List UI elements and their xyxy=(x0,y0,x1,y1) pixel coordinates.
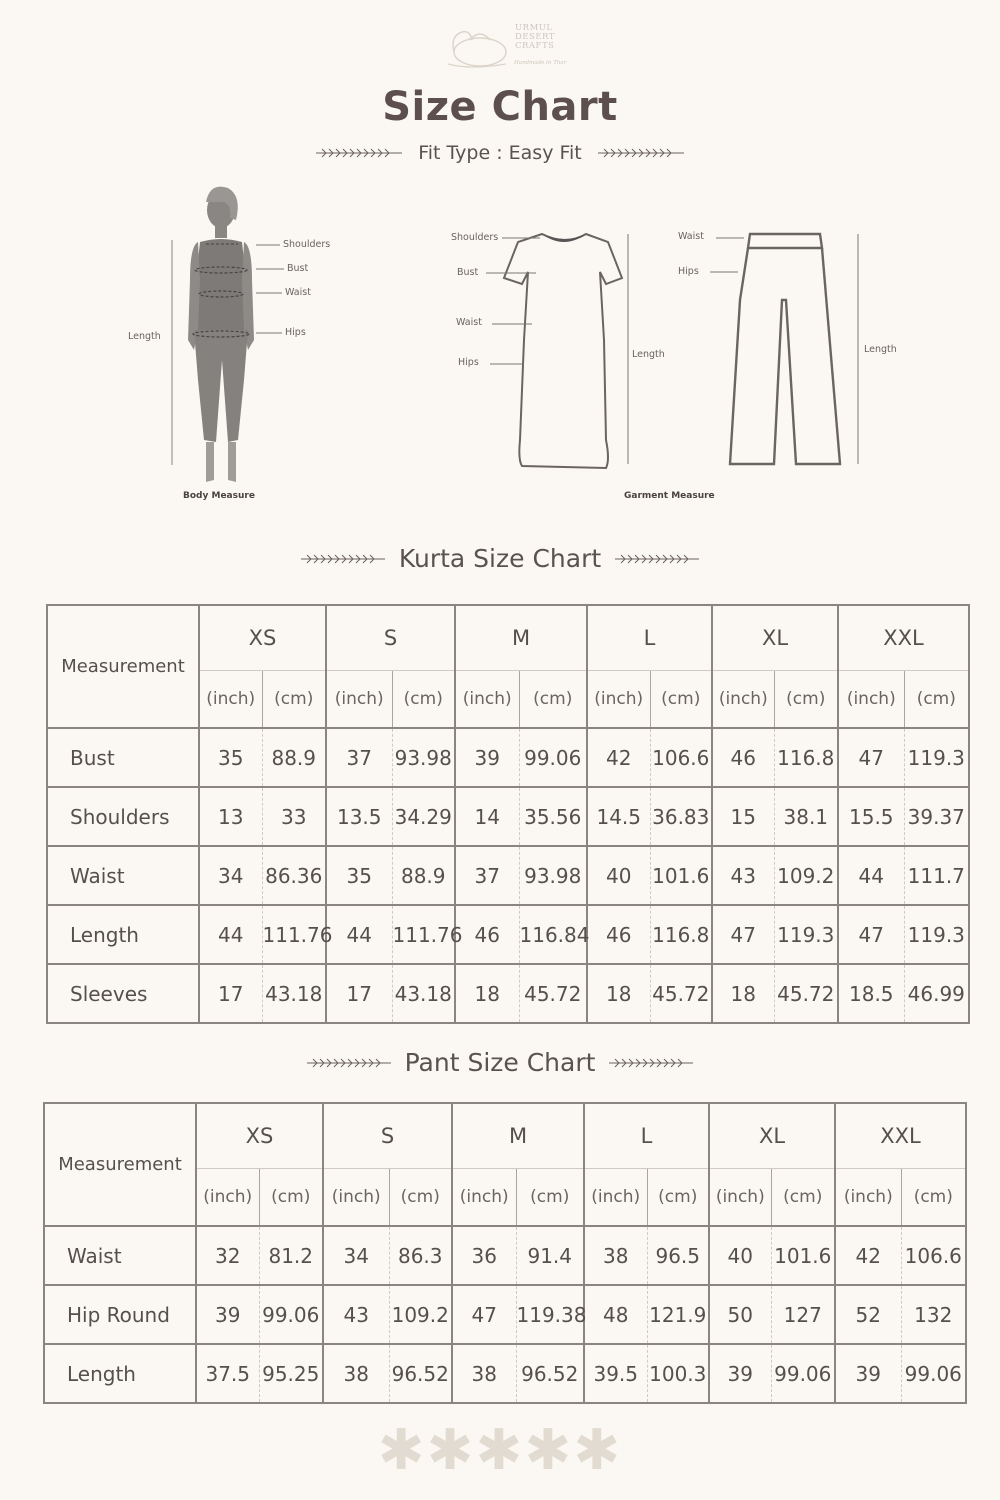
value-cm-cell: 86.3 xyxy=(389,1226,452,1285)
table-row xyxy=(44,1285,966,1344)
left-arrow-ornament-icon xyxy=(314,146,404,160)
value-inch-cell: 48 xyxy=(584,1285,647,1344)
kurta-length-label: Length xyxy=(632,349,665,360)
right-arrow-ornament-icon xyxy=(596,146,686,160)
value-inch-cell: 46 xyxy=(712,728,774,787)
value-inch-cell: 17 xyxy=(199,964,262,1023)
unit-inch-header: (inch) xyxy=(712,671,774,729)
kurta-bust-label: Bust xyxy=(457,267,479,278)
value-cm-cell: 100.3 xyxy=(647,1344,709,1403)
value-cm-cell: 99.06 xyxy=(771,1344,835,1403)
value-inch-cell: 38 xyxy=(323,1344,389,1403)
value-inch-cell: 36 xyxy=(452,1226,516,1285)
value-inch-cell: 32 xyxy=(196,1226,259,1285)
body-measure-caption: Body Measure xyxy=(183,491,255,501)
value-cm-cell: 119.3 xyxy=(904,905,969,964)
unit-cm-header: (cm) xyxy=(392,671,455,729)
measurement-header: Measurement xyxy=(47,605,199,728)
value-inch-cell: 18 xyxy=(587,964,650,1023)
value-inch-cell: 39 xyxy=(709,1344,771,1403)
unit-cm-header: (cm) xyxy=(516,1169,584,1227)
value-cm-cell: 93.98 xyxy=(392,728,455,787)
size-header: M xyxy=(452,1103,584,1169)
value-cm-cell: 86.36 xyxy=(262,846,326,905)
value-inch-cell: 18.5 xyxy=(838,964,904,1023)
body-length-label: Length xyxy=(128,331,161,342)
table-row xyxy=(47,846,969,905)
value-cm-cell: 96.52 xyxy=(389,1344,452,1403)
value-cm-cell: 93.98 xyxy=(519,846,587,905)
value-inch-cell: 50 xyxy=(709,1285,771,1344)
value-cm-cell: 119.3 xyxy=(904,728,969,787)
value-inch-cell: 39 xyxy=(196,1285,259,1344)
value-cm-cell: 33 xyxy=(262,787,326,846)
body-waist-label: Waist xyxy=(285,287,311,298)
value-inch-cell: 37 xyxy=(326,728,392,787)
value-cm-cell: 121.9 xyxy=(647,1285,709,1344)
value-inch-cell: 37.5 xyxy=(196,1344,259,1403)
value-cm-cell: 99.06 xyxy=(259,1285,323,1344)
row-label: Length xyxy=(47,905,199,964)
value-inch-cell: 47 xyxy=(838,905,904,964)
value-cm-cell: 116.8 xyxy=(774,728,838,787)
value-cm-cell: 99.06 xyxy=(901,1344,966,1403)
size-header: S xyxy=(323,1103,452,1169)
measurement-header: Measurement xyxy=(44,1103,196,1226)
value-cm-cell: 45.72 xyxy=(774,964,838,1023)
value-inch-cell: 34 xyxy=(323,1226,389,1285)
unit-inch-header: (inch) xyxy=(326,671,392,729)
value-inch-cell: 47 xyxy=(452,1285,516,1344)
size-header: L xyxy=(587,605,712,671)
unit-inch-header: (inch) xyxy=(835,1169,901,1227)
left-arrow-ornament-icon xyxy=(299,552,387,566)
garment-measure-caption: Garment Measure xyxy=(624,491,715,501)
row-label: Bust xyxy=(47,728,199,787)
value-inch-cell: 35 xyxy=(199,728,262,787)
value-cm-cell: 96.5 xyxy=(647,1226,709,1285)
value-cm-cell: 45.72 xyxy=(519,964,587,1023)
value-inch-cell: 47 xyxy=(838,728,904,787)
unit-cm-header: (cm) xyxy=(771,1169,835,1227)
unit-inch-header: (inch) xyxy=(587,671,650,729)
value-cm-cell: 38.1 xyxy=(774,787,838,846)
size-header-row xyxy=(47,605,969,671)
value-inch-cell: 39 xyxy=(835,1344,901,1403)
unit-cm-header: (cm) xyxy=(519,671,587,729)
page-title: Size Chart xyxy=(382,84,618,130)
size-header: L xyxy=(584,1103,709,1169)
table-row xyxy=(44,1226,966,1285)
kurta-section-header xyxy=(0,544,1000,573)
size-header: M xyxy=(455,605,587,671)
pant-size-table xyxy=(43,1102,967,1404)
value-cm-cell: 111.76 xyxy=(262,905,326,964)
value-inch-cell: 38 xyxy=(584,1226,647,1285)
body-shoulders-label: Shoulders xyxy=(283,239,331,250)
kurta-section-title: Kurta Size Chart xyxy=(398,544,602,573)
value-cm-cell: 111.7 xyxy=(904,846,969,905)
value-cm-cell: 132 xyxy=(901,1285,966,1344)
size-header: XS xyxy=(199,605,326,671)
unit-inch-header: (inch) xyxy=(838,671,904,729)
unit-cm-header: (cm) xyxy=(259,1169,323,1227)
value-inch-cell: 15.5 xyxy=(838,787,904,846)
size-header: XL xyxy=(712,605,838,671)
value-inch-cell: 44 xyxy=(326,905,392,964)
value-cm-cell: 36.83 xyxy=(650,787,712,846)
brand-logo xyxy=(440,18,570,70)
table-row xyxy=(44,1344,966,1403)
body-measure-diagram xyxy=(110,180,370,510)
logo-wordmark: URMUL DESERT CRAFTS xyxy=(515,23,555,51)
left-arrow-ornament-icon xyxy=(305,1056,393,1070)
value-cm-cell: 106.6 xyxy=(650,728,712,787)
row-label: Length xyxy=(44,1344,196,1403)
value-cm-cell: 81.2 xyxy=(259,1226,323,1285)
row-label: Shoulders xyxy=(47,787,199,846)
pant-length-label: Length xyxy=(864,344,897,355)
value-cm-cell: 39.37 xyxy=(904,787,969,846)
pant-section-header xyxy=(0,1048,1000,1077)
value-inch-cell: 52 xyxy=(835,1285,901,1344)
value-inch-cell: 47 xyxy=(712,905,774,964)
row-label: Sleeves xyxy=(47,964,199,1023)
garment-measure-diagram xyxy=(440,220,910,510)
value-inch-cell: 13 xyxy=(199,787,262,846)
table-row xyxy=(47,787,969,846)
value-cm-cell: 116.8 xyxy=(650,905,712,964)
unit-inch-header: (inch) xyxy=(455,671,519,729)
unit-cm-header: (cm) xyxy=(904,671,969,729)
kurta-waist-label: Waist xyxy=(456,317,482,328)
value-cm-cell: 99.06 xyxy=(519,728,587,787)
value-cm-cell: 91.4 xyxy=(516,1226,584,1285)
unit-cm-header: (cm) xyxy=(647,1169,709,1227)
pant-section-title: Pant Size Chart xyxy=(404,1048,596,1077)
pant-hips-label: Hips xyxy=(678,266,699,277)
value-inch-cell: 39.5 xyxy=(584,1344,647,1403)
value-cm-cell: 109.2 xyxy=(389,1285,452,1344)
value-cm-cell: 119.3 xyxy=(774,905,838,964)
size-header: XXL xyxy=(835,1103,966,1169)
kurta-hips-label: Hips xyxy=(458,357,479,368)
value-inch-cell: 44 xyxy=(838,846,904,905)
value-inch-cell: 42 xyxy=(835,1226,901,1285)
value-cm-cell: 34.29 xyxy=(392,787,455,846)
value-inch-cell: 42 xyxy=(587,728,650,787)
value-inch-cell: 18 xyxy=(455,964,519,1023)
unit-cm-header: (cm) xyxy=(901,1169,966,1227)
unit-inch-header: (inch) xyxy=(452,1169,516,1227)
right-arrow-ornament-icon xyxy=(607,1056,695,1070)
size-header: S xyxy=(326,605,455,671)
row-label: Hip Round xyxy=(44,1285,196,1344)
garment-figure-icon xyxy=(440,220,910,480)
table-row xyxy=(47,905,969,964)
value-inch-cell: 15 xyxy=(712,787,774,846)
value-inch-cell: 14 xyxy=(455,787,519,846)
value-cm-cell: 111.76 xyxy=(392,905,455,964)
value-inch-cell: 40 xyxy=(709,1226,771,1285)
value-inch-cell: 37 xyxy=(455,846,519,905)
value-inch-cell: 14.5 xyxy=(587,787,650,846)
kurta-size-table xyxy=(46,604,970,1024)
kurta-shoulders-label: Shoulders xyxy=(451,232,499,243)
value-inch-cell: 40 xyxy=(587,846,650,905)
unit-inch-header: (inch) xyxy=(709,1169,771,1227)
value-cm-cell: 45.72 xyxy=(650,964,712,1023)
value-inch-cell: 17 xyxy=(326,964,392,1023)
body-bust-label: Bust xyxy=(287,263,309,274)
unit-inch-header: (inch) xyxy=(196,1169,259,1227)
value-cm-cell: 43.18 xyxy=(262,964,326,1023)
value-inch-cell: 43 xyxy=(323,1285,389,1344)
logo-tagline: Handmade in Thar xyxy=(514,60,567,66)
table-row xyxy=(47,728,969,787)
value-cm-cell: 35.56 xyxy=(519,787,587,846)
unit-inch-header: (inch) xyxy=(584,1169,647,1227)
value-cm-cell: 109.2 xyxy=(774,846,838,905)
value-inch-cell: 43 xyxy=(712,846,774,905)
unit-cm-header: (cm) xyxy=(774,671,838,729)
unit-inch-header: (inch) xyxy=(199,671,262,729)
value-cm-cell: 127 xyxy=(771,1285,835,1344)
size-header-row xyxy=(44,1103,966,1169)
unit-cm-header: (cm) xyxy=(389,1169,452,1227)
pant-waist-label: Waist xyxy=(678,231,704,242)
fit-type-row xyxy=(0,142,1000,164)
camel-logo-icon xyxy=(440,18,512,70)
unit-inch-header: (inch) xyxy=(323,1169,389,1227)
value-cm-cell: 43.18 xyxy=(392,964,455,1023)
table-row xyxy=(47,964,969,1023)
value-cm-cell: 101.6 xyxy=(771,1226,835,1285)
value-cm-cell: 88.9 xyxy=(392,846,455,905)
value-inch-cell: 39 xyxy=(455,728,519,787)
value-cm-cell: 95.25 xyxy=(259,1344,323,1403)
row-label: Waist xyxy=(47,846,199,905)
value-inch-cell: 34 xyxy=(199,846,262,905)
value-inch-cell: 46 xyxy=(455,905,519,964)
value-inch-cell: 44 xyxy=(199,905,262,964)
size-header: XL xyxy=(709,1103,835,1169)
value-cm-cell: 88.9 xyxy=(262,728,326,787)
value-cm-cell: 106.6 xyxy=(901,1226,966,1285)
value-inch-cell: 38 xyxy=(452,1344,516,1403)
value-inch-cell: 46 xyxy=(587,905,650,964)
unit-cm-header: (cm) xyxy=(650,671,712,729)
right-arrow-ornament-icon xyxy=(613,552,701,566)
value-cm-cell: 119.38 xyxy=(516,1285,584,1344)
size-header: XS xyxy=(196,1103,323,1169)
row-label: Waist xyxy=(44,1226,196,1285)
size-header: XXL xyxy=(838,605,969,671)
value-inch-cell: 35 xyxy=(326,846,392,905)
value-cm-cell: 96.52 xyxy=(516,1344,584,1403)
value-inch-cell: 18 xyxy=(712,964,774,1023)
value-cm-cell: 46.99 xyxy=(904,964,969,1023)
value-cm-cell: 116.84 xyxy=(519,905,587,964)
unit-cm-header: (cm) xyxy=(262,671,326,729)
decorative-stars-icon: ✱✱✱✱✱ xyxy=(377,1418,623,1483)
value-cm-cell: 101.6 xyxy=(650,846,712,905)
body-hips-label: Hips xyxy=(285,327,306,338)
fit-type-label: Fit Type : Easy Fit xyxy=(418,142,582,164)
value-inch-cell: 13.5 xyxy=(326,787,392,846)
